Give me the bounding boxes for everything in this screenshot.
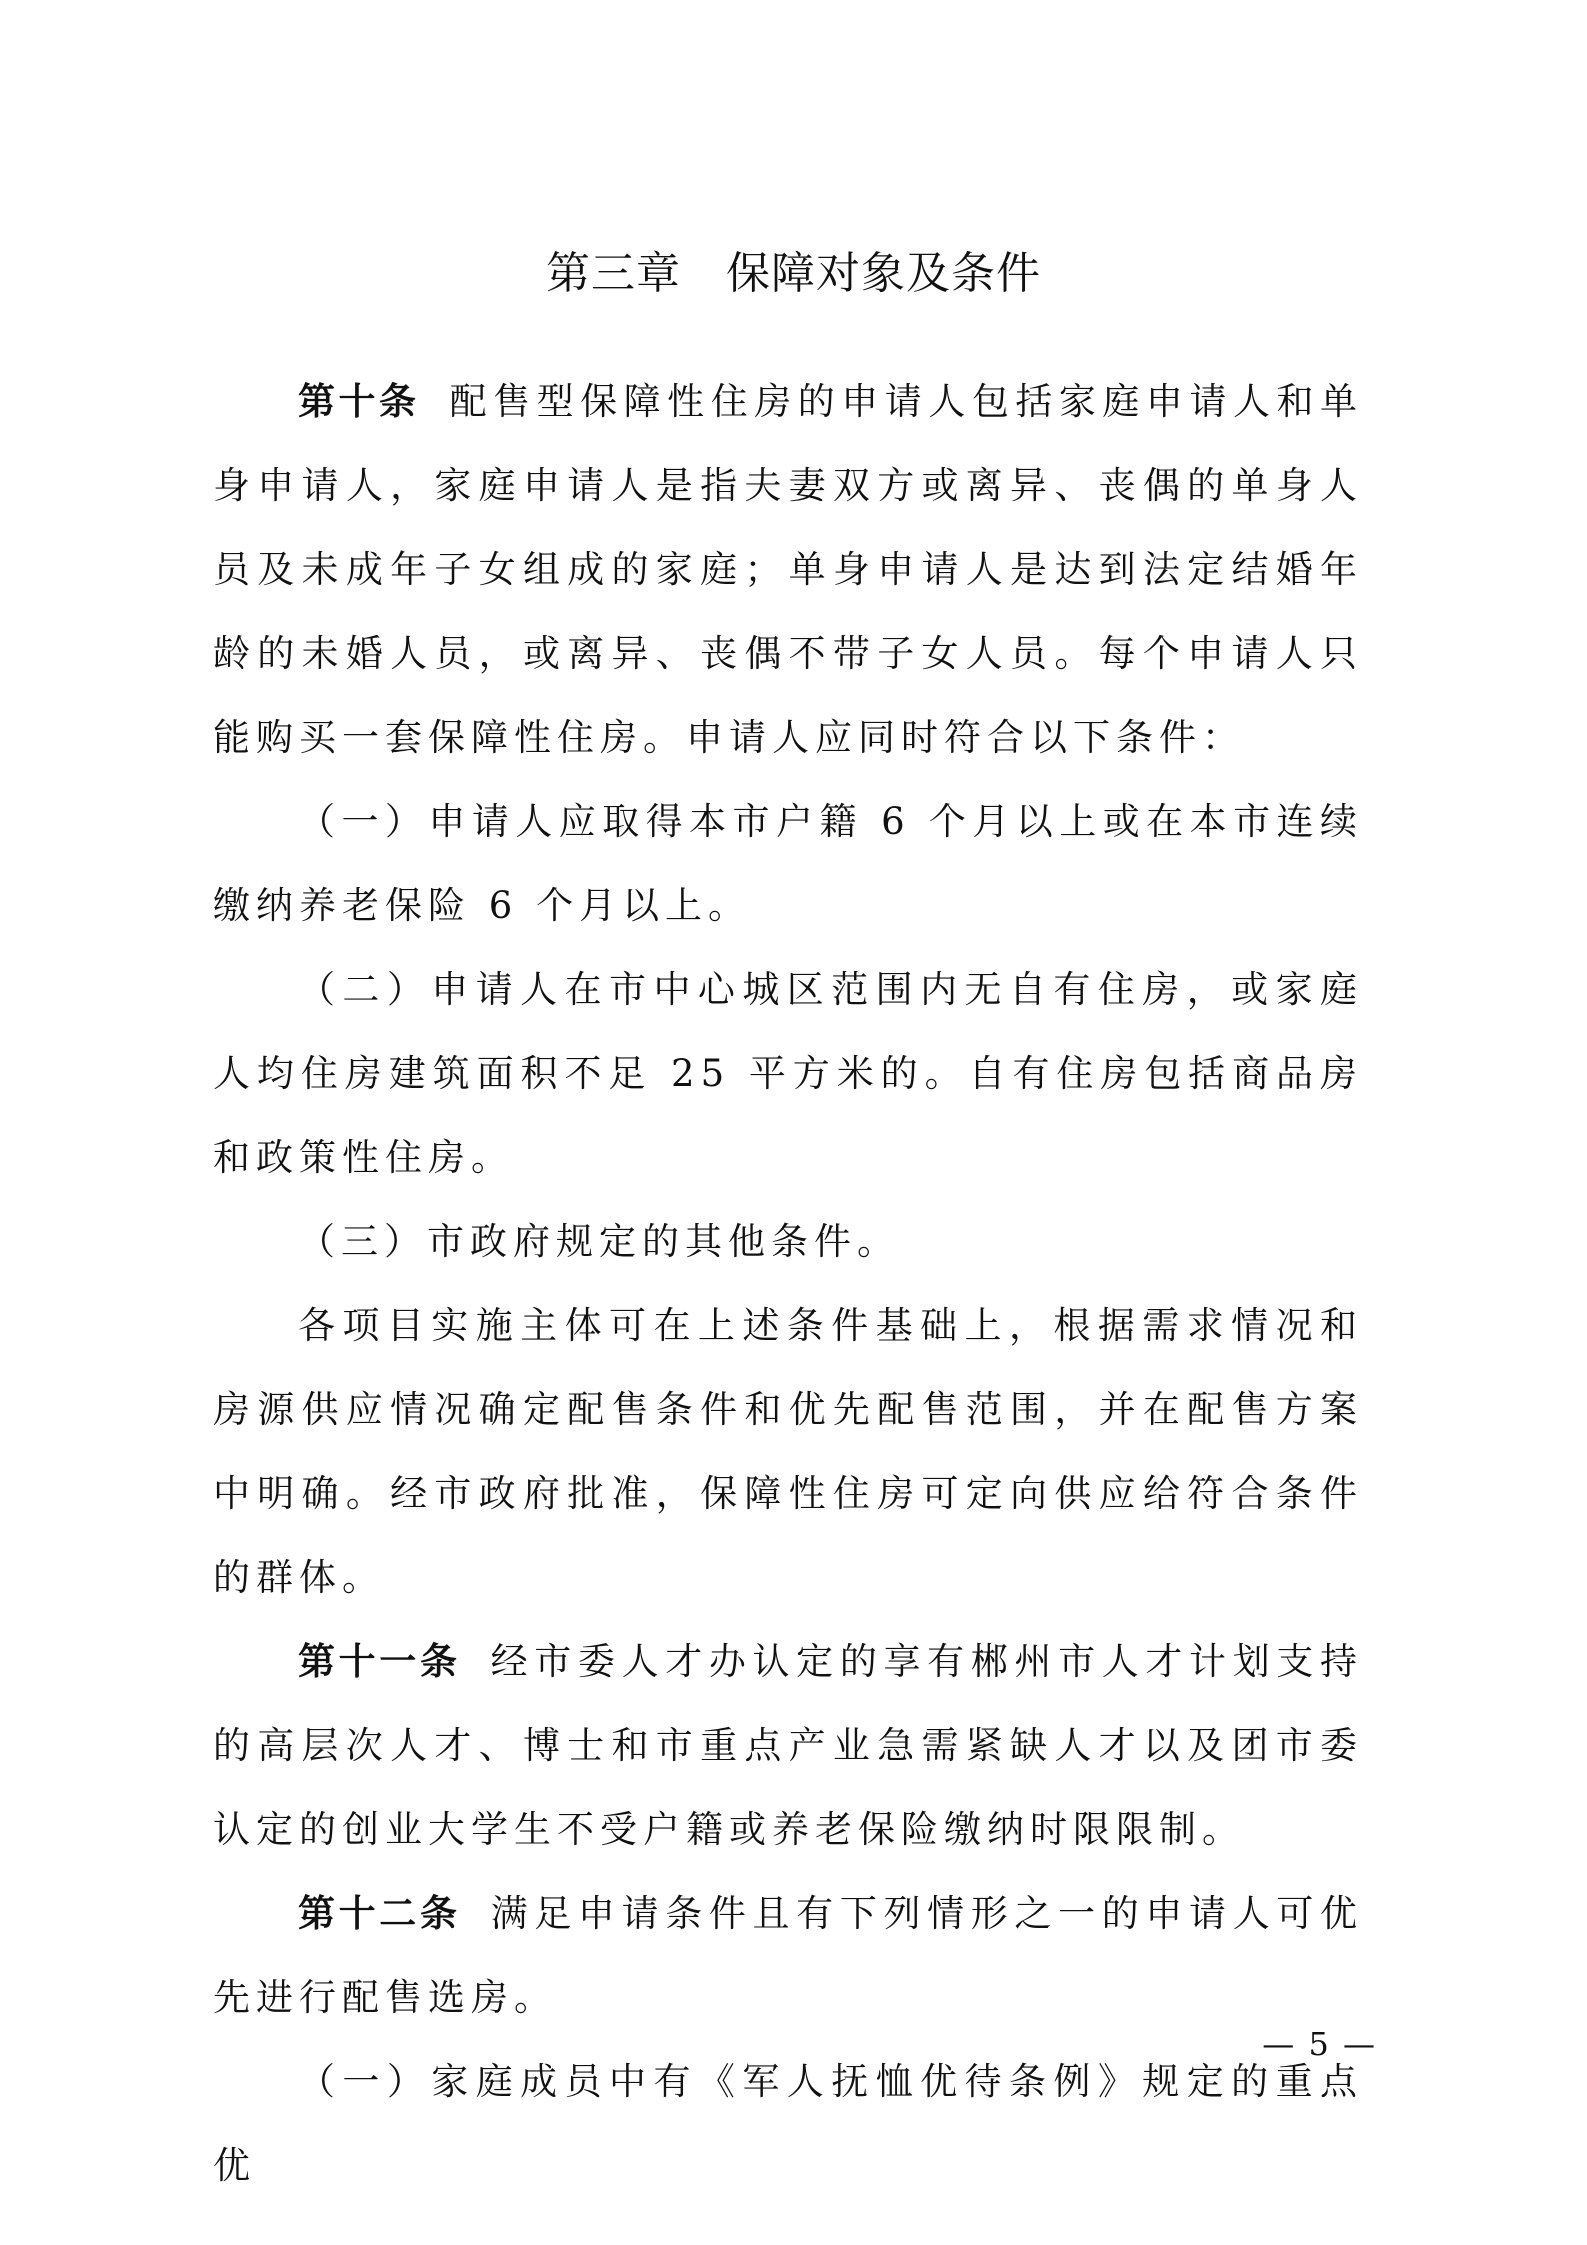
article-heading: 第十条 [298, 380, 420, 423]
paragraph-text: （三）市政府规定的其他条件。 [298, 1220, 900, 1263]
article-heading: 第十二条 [298, 1892, 461, 1935]
paragraph-text: 满足申请条件且有下列情形之一的申请人可优先进行配售选房。 [213, 1892, 1363, 2019]
paragraph-text: （二）申请人在市中心城区范围内无自有住房，或家庭人均住房建筑面积不足 25 平方米的。自有住房包括商品房和政策性住房。 [213, 968, 1363, 1179]
article-10-paragraph [213, 360, 1363, 780]
article-12-paragraph [213, 1872, 1363, 2040]
chapter-title: 第三章 保障对象及条件 [546, 248, 1041, 299]
implementation-paragraph [213, 1284, 1363, 1620]
paragraph-text: 经市委人才办认定的享有郴州市人才计划支持的高层次人才、博士和市重点产业急需紧缺人才以及团市委认定的创业大学生不受户籍或养老保险缴纳时限限制。 [213, 1640, 1363, 1851]
article-11-paragraph [213, 1620, 1363, 1872]
priority-item-1 [213, 2040, 1363, 2208]
paragraph-text: （一）家庭成员中有《军人抚恤优待条例》规定的重点优 [213, 2060, 1363, 2187]
paragraph-text: 配售型保障性住房的申请人包括家庭申请人和单身申请人，家庭申请人是指夫妻双方或离异、丧偶的单身人员及未成年子女组成的家庭；单身申请人是达到法定结婚年龄的未婚人员，或离异、丧偶不带子女人员。每个申请人只能购买一套保障性住房。申请人应同时符合以下条件： [213, 380, 1364, 759]
paragraph-text: （一）申请人应取得本市户籍 6 个月以上或在本市连续缴纳养老保险 6 个月以上。 [213, 800, 1363, 927]
page-number: — 5 — [1262, 2025, 1377, 2063]
paragraph-text: 各项目实施主体可在上述条件基础上，根据需求情况和房源供应情况确定配售条件和优先配售范围，并在配售方案中明确。经市政府批准，保障性住房可定向供应给符合条件的群体。 [213, 1304, 1363, 1599]
condition-item-2 [213, 948, 1363, 1200]
document-body [213, 360, 1363, 2208]
article-heading: 第十一条 [298, 1640, 461, 1683]
condition-item-3 [213, 1200, 1363, 1284]
condition-item-1 [213, 780, 1363, 948]
